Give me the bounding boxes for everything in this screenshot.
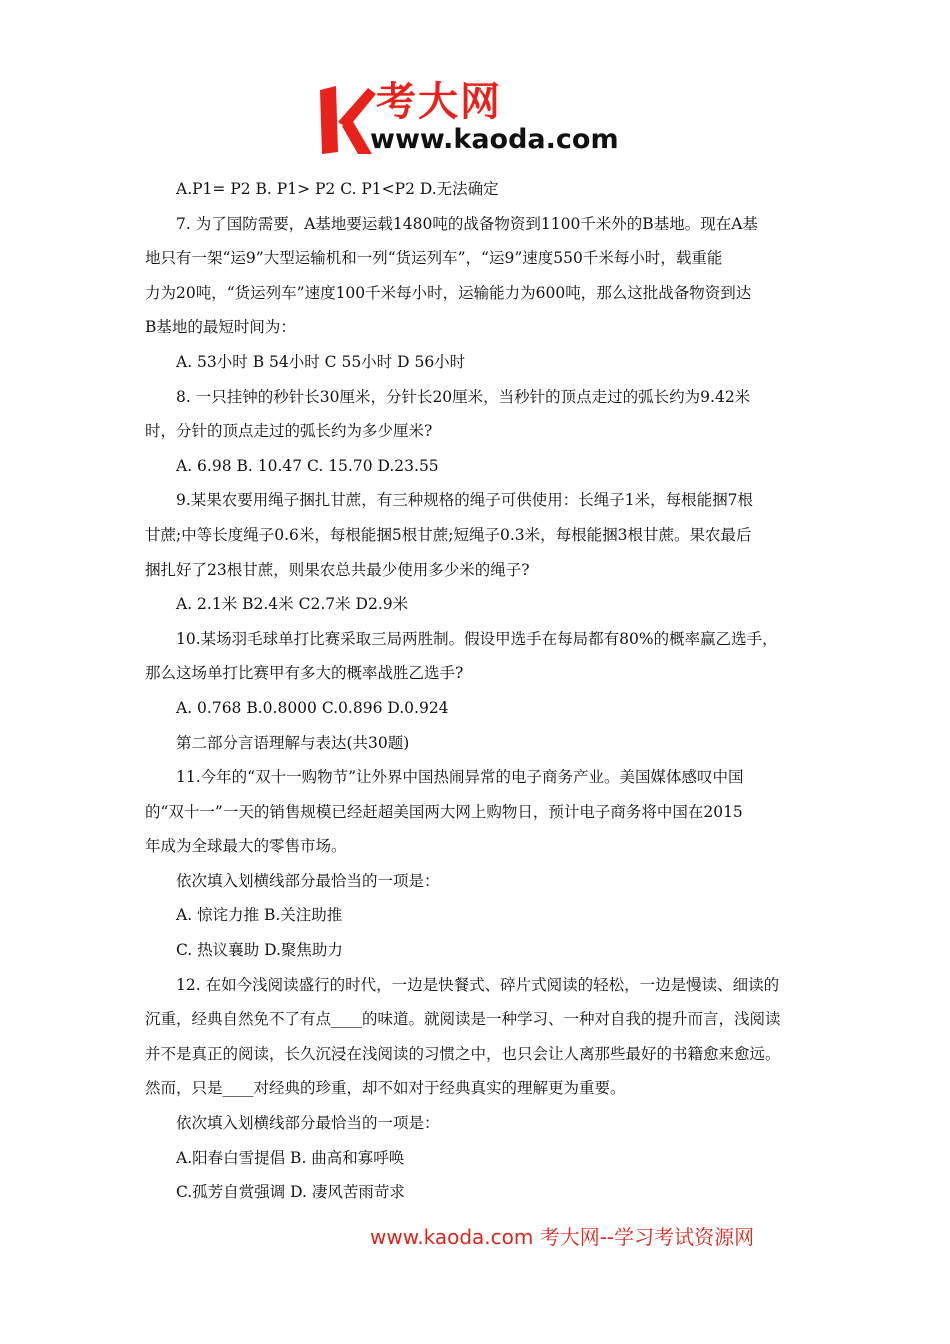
text-line: A. 惊诧力推 B.关注助推: [176, 906, 343, 925]
document-body: [145, 172, 809, 1210]
section-heading: 第二部分言语理解与表达(共30题): [176, 733, 410, 752]
text-line: 并不是真正的阅读，长久沉浸在浅阅读的习惯之中，也只会让人离那些最好的书籍愈来愈远。: [145, 1044, 781, 1063]
footer-link[interactable]: www.kaoda.com 考大网--学习考试资源网: [370, 1225, 755, 1249]
text-line: 地只有一架“运9”大型运输机和一列“货运列车”，“运9”速度550千米每小时，载重能: [145, 249, 723, 268]
text-line: 7. 为了国防需要，A基地要运载1480吨的战备物资到1100千米外的B基地。现在A基: [176, 214, 758, 233]
text-line: 然而，只是____对经典的珍重，却不如对于经典真实的理解更为重要。: [145, 1079, 626, 1098]
site-logo[interactable]: [318, 78, 648, 160]
text-line: 捆扎好了23根甘蔗，则果农总共最少使用多少米的绳子?: [145, 560, 530, 579]
text-line: 依次填入划横线部分最恰当的一项是：: [176, 1114, 440, 1133]
text-line: C.孤芳自赏强调 D. 凄风苦雨苛求: [176, 1183, 405, 1202]
text-line: B基地的最短时间为：: [145, 318, 296, 337]
text-line: 12. 在如今浅阅读盛行的时代，一边是快餐式、碎片式阅读的轻松，一边是慢读、细读的: [176, 975, 780, 994]
text-line: 11.今年的“双十一购物节”让外界中国热闹异常的电子商务产业。美国媒体感叹中国: [176, 768, 744, 787]
logo-url-text: www.kaoda.com: [370, 124, 619, 155]
text-line: A.阳春白雪提倡 B. 曲高和寡呼唤: [176, 1148, 405, 1167]
text-line: 依次填入划横线部分最恰当的一项是：: [176, 871, 440, 890]
text-line: A. 53小时 B 54小时 C 55小时 D 56小时: [176, 352, 466, 371]
text-line: 8. 一只挂钟的秒针长30厘米，分针长20厘米，当秒针的顶点走过的弧长约为9.42米: [176, 387, 751, 406]
k-logo-icon: [318, 82, 376, 156]
text-line: 时，分针的顶点走过的弧长约为多少厘米?: [145, 422, 433, 441]
text-line: A. 2.1米 B2.4米 C2.7米 D2.9米: [176, 595, 409, 614]
text-line: 的“双十一”一天的销售规模已经赶超美国两大网上购物日，预计电子商务将中国在2015: [145, 802, 743, 821]
text-line: 9.某果农要用绳子捆扎甘蔗，有三种规格的绳子可供使用：长绳子1米，每根能捆7根: [176, 491, 754, 510]
text-line: 力为20吨，“货运列车”速度100千米每小时，运输能力为600吨，那么这批战备物资到达: [145, 283, 752, 302]
text-line: A. 6.98 B. 10.47 C. 15.70 D.23.55: [176, 456, 439, 475]
text-line: 甘蔗;中等长度绳子0.6米，每根能捆5根甘蔗;短绳子0.3米，每根能捆3根甘蔗。果农最后: [145, 525, 752, 544]
text-line: C. 热议襄助 D.聚焦助力: [176, 941, 343, 960]
text-line: A. 0.768 B.0.8000 C.0.896 D.0.924: [176, 698, 449, 717]
text-line: 那么这场单打比赛甲有多大的概率战胜乙选手?: [145, 664, 464, 683]
text-line: 10.某场羽毛球单打比赛采取三局两胜制。假设甲选手在每局都有80%的概率赢乙选手，: [176, 629, 778, 648]
logo-brand-text: 考大网: [376, 79, 502, 125]
text-line: A.P1= P2 B. P1> P2 C. P1<P2 D.无法确定: [176, 180, 499, 198]
text-line: 年成为全球最大的零售市场。: [145, 837, 347, 856]
text-line: 沉重，经典自然免不了有点____的味道。就阅读是一种学习、一种对自我的提升而言，浅阅读: [145, 1010, 781, 1029]
